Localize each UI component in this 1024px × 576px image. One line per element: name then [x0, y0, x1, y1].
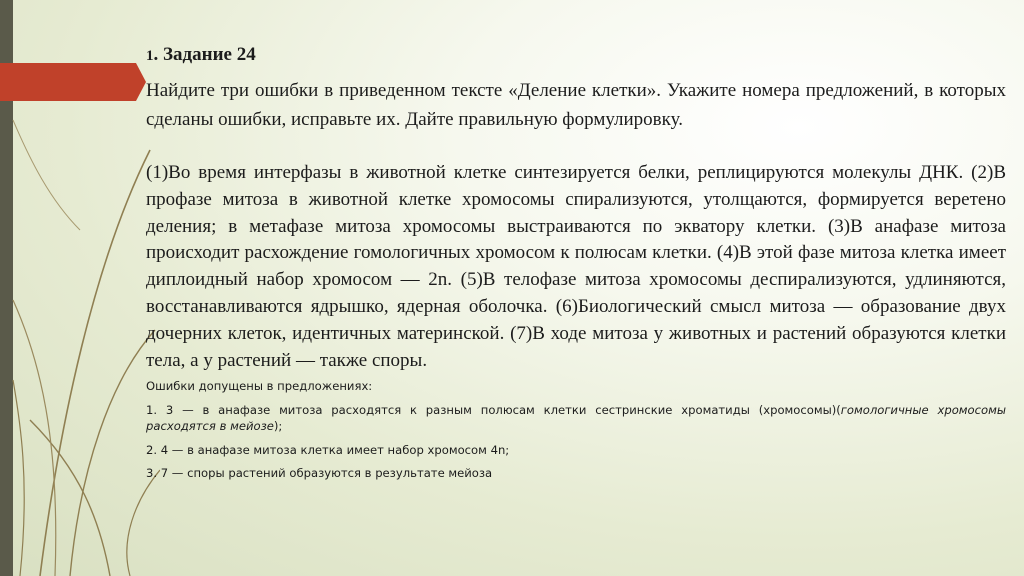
- task-instructions: Найдите три ошибки в приведенном тексте «Деление клетки». Укажите номера предложений, в которых сделаны ошибки, исправьте их. Дайте правильную формулировку.: [146, 80, 1006, 130]
- task-heading: [146, 44, 1006, 66]
- title-marker-accent: [0, 63, 136, 101]
- task-title: . Задание 24: [153, 44, 256, 65]
- cell-division-passage: (1)Во время интерфазы в животной клетке синтезируется белки, реплицируются молекулы ДНК. (2)В профазе митоза в животной клетке хромосомы спирализуются, утолщаются, формируется веретено деления; в метафазе митоза хромосомы выстраиваются по экватору клетки. (3)В анафазе митоза происходит расхождение гомологичных хромосом к полюсам клетки. (4)В этой фазе митоза клетка имеет диплоидный набор хромосом — 2n. (5)В телофазе митоза хромосомы деспирализуются, удлиняются, восстанавливаются ядрышко, ядерная оболочка. (6)Биологический смысл митоза — образование двух дочерних клеток, идентичных материнской. (7)В ходе митоза у животных и растений образуются клетки тела, а у растений — также споры.: [146, 162, 1006, 371]
- title-marker-arrow: [136, 63, 146, 101]
- answer-item-1: 1. 3 — в анафазе митоза расходятся к разным полюсам клетки сестринские хроматиды (хромосомы)(гомологичные хромосомы расходятся в мейозе);: [146, 402, 1007, 434]
- task-number: 1: [146, 48, 154, 64]
- answer-item-3: 3. 7 — споры растений образуются в результате мейоза: [146, 466, 493, 481]
- answer-item-2: 2. 4 — в анафазе митоза клетка имеет набор хромосом 4n;: [146, 442, 510, 457]
- slide-content: [146, 44, 1006, 482]
- answers-header: Ошибки допущены в предложениях:: [146, 379, 373, 394]
